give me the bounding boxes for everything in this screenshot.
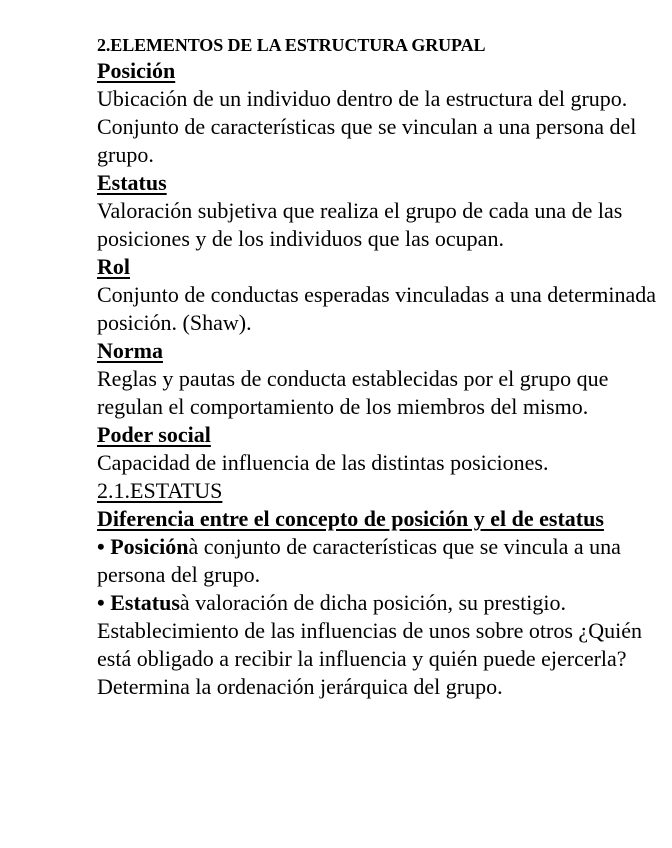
bullet-estatus-text: à valoración de dicha posición, su prestigio. Establecimiento de las influencias de unos sobre otros ¿Quién está obligado a recibir la influencia y quién puede ejercerla? Determina la ordenación jerárquica del grupo. (97, 590, 642, 699)
comparison-heading: Diferencia entre el concepto de posición y el de estatus (97, 506, 604, 531)
definition-posicion: Ubicación de un individuo dentro de la estructura del grupo. Conjunto de características que se vinculan a una persona del grupo. (97, 86, 637, 167)
definition-poder-social: Capacidad de influencia de las distintas posiciones. (97, 450, 549, 475)
definition-norma: Reglas y pautas de conducta establecidas por el grupo que regulan el comportamiento de los miembros del mismo. (97, 366, 609, 419)
bullet-posicion-text: à conjunto de características que se vincula a una persona del grupo. (97, 534, 621, 587)
term-estatus: Estatus (97, 170, 167, 195)
definition-estatus: Valoración subjetiva que realiza el grupo de cada una de las posiciones y de los individuos que las ocupan. (97, 198, 623, 251)
bullet-estatus (97, 589, 657, 701)
term-posicion: Posición (97, 58, 176, 83)
definition-rol: Conjunto de conductas esperadas vinculadas a una determinada posición. (Shaw). (97, 282, 656, 335)
bullet-posicion-lead: • Posición (97, 534, 189, 559)
term-norma: Norma (97, 338, 163, 363)
subsection-heading: 2.1.ESTATUS (97, 478, 223, 503)
term-rol: Rol (97, 254, 130, 279)
bullet-estatus-lead: • Estatus (97, 590, 180, 615)
document-page (97, 33, 657, 701)
bullet-posicion (97, 533, 657, 589)
term-poder-social: Poder social (97, 422, 211, 447)
section-title: 2.ELEMENTOS DE LA ESTRUCTURA GRUPAL (97, 35, 486, 55)
